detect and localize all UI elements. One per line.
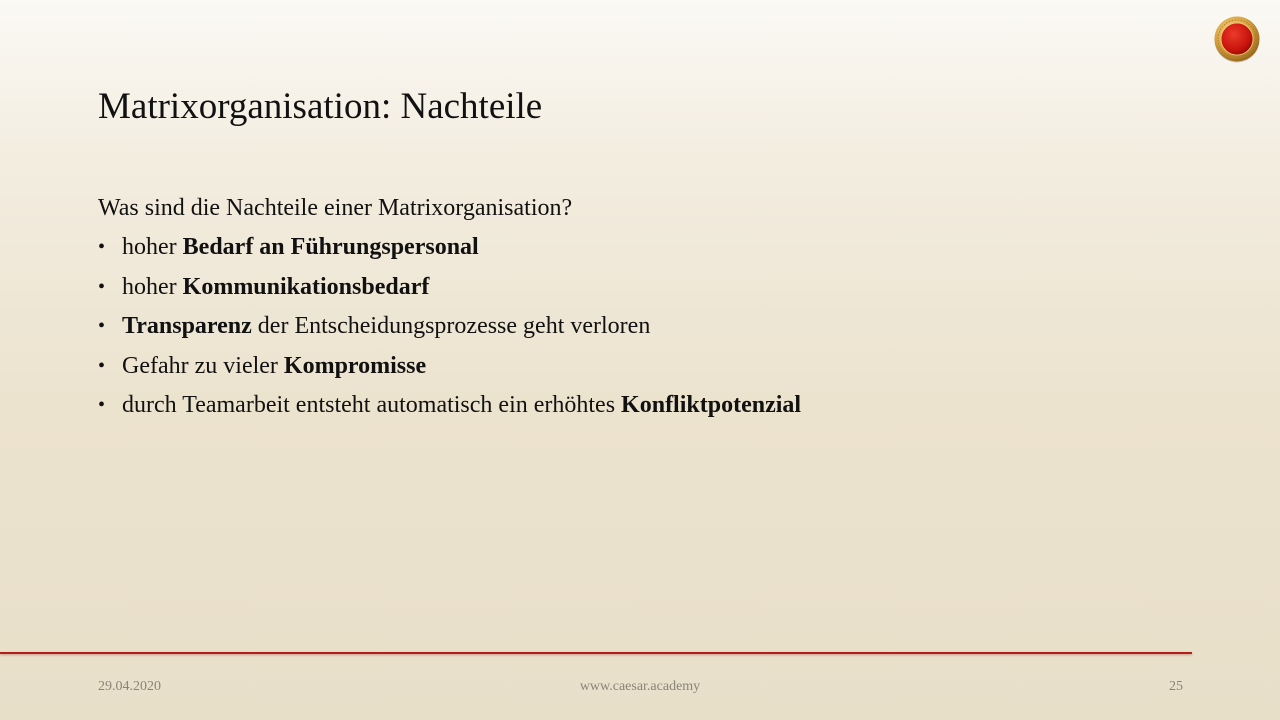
bullet-text: durch Teamarbeit entsteht automatisch ein erhöhtes (122, 392, 622, 418)
slide-title: Matrixorganisation: Nachteile (98, 86, 543, 127)
footer-date: 29.04.2020 (98, 679, 161, 694)
bullet-emphasis: Bedarf an Führungspersonal (182, 234, 479, 260)
caesar-seal-icon (1213, 15, 1261, 63)
bullet-icon: • (98, 354, 106, 377)
bullet-list (98, 228, 1178, 426)
bullet-emphasis: Kompromisse (283, 352, 427, 379)
bullet-icon: • (98, 275, 106, 298)
bullet-icon: • (98, 394, 106, 416)
bullet-icon: • (98, 315, 106, 337)
bullet-item (98, 228, 1178, 268)
bullet-emphasis: Kommunikationsbedarf (182, 273, 430, 300)
question-text: Was sind die Nachteile einer Matrixorganisation? (98, 195, 573, 221)
bullet-emphasis: Konfliktpotenzial (621, 392, 802, 418)
bullet-item (98, 347, 1178, 387)
bullet-text: hoher (122, 273, 183, 300)
page-number: 25 (1169, 679, 1183, 694)
bullet-item (98, 268, 1178, 308)
bullet-icon: • (98, 236, 106, 258)
bullet-text: der Entscheidungsprozesse geht verloren (251, 313, 651, 339)
bullet-emphasis: Transparenz (122, 313, 252, 339)
bullet-item (98, 307, 1178, 347)
footer-url: www.caesar.academy (579, 679, 701, 694)
bullet-item (98, 386, 1178, 426)
bullet-text: Gefahr zu vieler (122, 352, 284, 379)
footer-divider (0, 652, 1192, 654)
bullet-text: hoher (122, 234, 183, 260)
slide-body (98, 189, 1178, 426)
